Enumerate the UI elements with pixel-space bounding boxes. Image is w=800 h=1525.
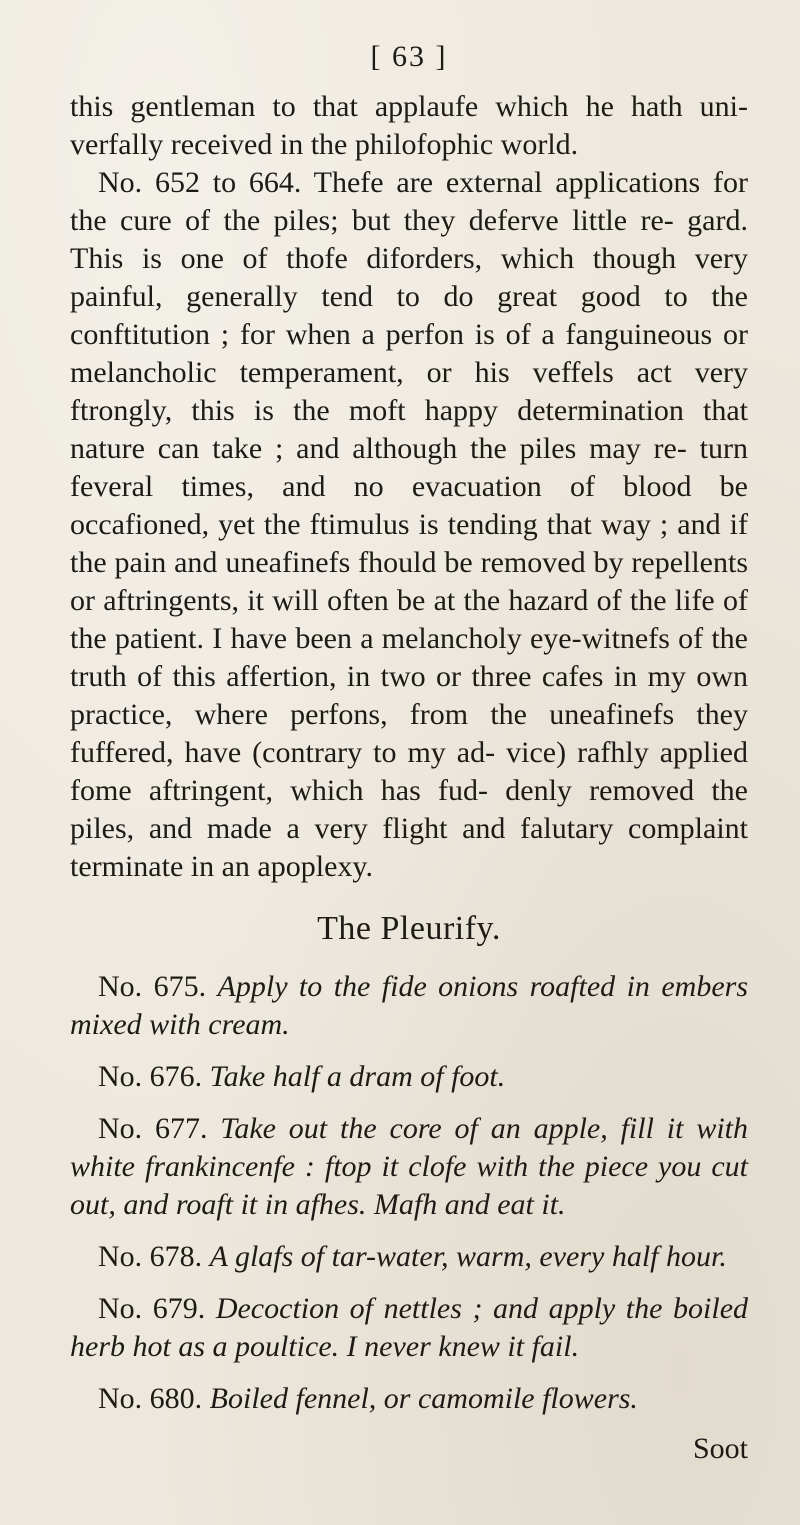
body-paragraph-continued: this gentleman to that applaufe which he hath univerfally received in the philofophic world. [70,90,748,161]
remedy-number: No. 677. [98,1112,208,1145]
remedy-item [70,1380,748,1418]
remedy-number: No. 678. [98,1240,203,1273]
page-number: [ 63 ] [370,40,448,73]
section-heading: The Pleurify. [317,910,501,947]
remedy-text: Decoction of nettles ; and apply the boiled herb hot as a poultice. I never knew it fail. [70,1292,749,1363]
remedy-number: No. 679. [98,1292,206,1325]
remedy-item [70,968,748,1044]
remedy-text: A glafs of tar-water, warm, every half hour. [209,1240,727,1273]
remedy-text: Take half a dram of foot. [209,1060,506,1093]
body-paragraph-piles: No. 652 to 664. Thefe are external applications for the cure of the piles; but they deferve little re- gard. This is one of thofe diforders, which though very painful, generally tend to do great good to the conftitution ; for when a perfon is of a fanguineous or melancholic temperament, or his veffels act very ftrongly, this is the moft happy determination that nature can take ; and although the piles may re- turn feveral times, and no evacuation of blood be occafioned, yet the ftimulus is tending that way ; and if the pain and uneafinefs fhould be removed by repellents or aftringents, it will often be at the hazard of the life of the patient. I have been a melancholy eye-witnefs of the truth of this affertion, in two or three cafes in my own practice, where perfons, from the uneafinefs they fuffered, have (contrary to my ad- vice) rafhly applied fome aftringent, which has fud- denly removed the piles, and made a very flight and falutary complaint terminate in an apoplexy. [70,166,748,883]
catchword: Soot [692,1432,748,1465]
remedy-text: Apply to the fide onions roafted in embers mixed with cream. [70,970,749,1041]
remedy-item [70,1058,748,1096]
remedy-item [70,1110,748,1224]
remedy-text: Boiled fennel, or camomile flowers. [209,1382,638,1415]
remedy-item [70,1290,748,1366]
remedy-number: No. 675. [98,970,207,1003]
remedy-number: No. 680. [98,1382,203,1415]
remedy-text: Take out the core of an apple, fill it with white frankincenfe : ftop it clofe with the piece you cut out, and roaft it in afhes. Mafh and eat it. [70,1112,749,1221]
remedy-number: No. 676. [98,1060,203,1093]
remedy-item [70,1238,748,1276]
